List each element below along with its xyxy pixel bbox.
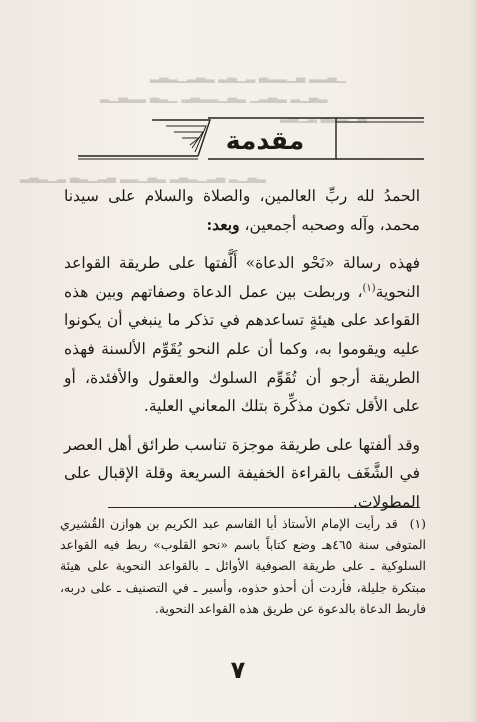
main-text [64,182,420,527]
footnote-marker[interactable]: (١) [362,282,376,294]
footnote-text: قد رأيت الإمام الأستاذ أبا القاسم عبد الكريم بن هوازن القُشيري المتوفى سنة ٤٦٥هـ وضع كتاباً باسم «نحو القلوب» ربط فيه القواعد السلوكية ـ على طريقة الصوفية الأوائل ـ بالقواعد النحوية على هيئة مبتكرة جليلة، فأردت أن أحذو حذوه، وأسير ـ في التصنيف ـ على دربه، فاربط الدعاة بالدعوة عن طريق هذه القواعد النحوية. [60,516,426,616]
footnote-number: (١) [409,516,426,531]
show-through-texture: ▂▁▃▂▂ ▃▂▁ ▂▃▂▂▁▃▂ ▁▂▃▂ ▂▁▃▂ [100,89,328,103]
page-number: ٧ [230,656,246,684]
show-through-texture: ▂▃▂▁▂▃▂ ▂▃▁▂ ▃▂▂▁▃ ▂▂▃▁ [150,69,347,83]
paragraph-1-end: ، وربطت بين عمل الدعاة وصفاتهم وبين هذه القواعد على هيئةٍ تساعدهم في تذكر ما ينبغي أن يكونوا عليه ويقوموا به، وكما أن علم النحو يُقَوِّم الألسنة فهذه الطريقة أرجو أن تُقَوِّم السلوك والعقول والأفئدة، أو على الأقل تكون مذكِّرة بتلك المعاني العلية. [64,282,420,416]
greeting-tail: وبعد: [206,214,240,234]
footnote [60,513,426,619]
paragraph-1-start: فهذه رسالة «نَحْو الدعاة» أَلَّفتها على طريقة القواعد النحوية [64,254,420,301]
paragraph-2: وقد ألفتها على طريقة موجزة تناسب طرائق أهل العصر في الشَّغَف بالقراءة الخفيفة السريعة وقلة الإقبال على المطولات. [64,435,420,511]
greeting-paragraph [64,182,420,239]
greeting-text: الحمدُ لله ربِّ العالمين، والصلاة والسلام على سيدنا محمد، وآله وصحبه أجمعين، [64,187,420,234]
paragraph-1 [64,249,420,421]
page-edge-shadow [469,0,477,722]
show-through-texture: ▂▃▁▂ ▃▂▂▁▃ [280,109,367,123]
footnote-divider [108,507,420,508]
show-through-texture: ▂▃▂▁▂ ▃▂▁▂▃ ▂▂▁▃▂ ▂▃▂▁▂▃ ▂▁▃▂ [20,169,266,183]
section-title: مقدمة [225,126,305,155]
